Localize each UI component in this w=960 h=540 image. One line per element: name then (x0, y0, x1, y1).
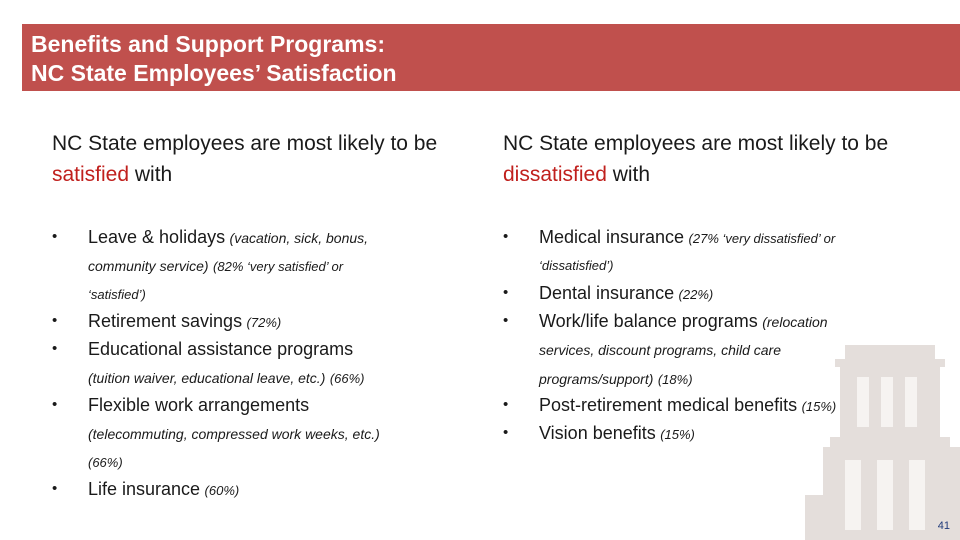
heading-prefix: NC State employees are most likely to be (52, 132, 438, 155)
item-detail-cont: community service) (88, 258, 209, 274)
bullet: • (52, 396, 58, 413)
item-percent: (18%) (657, 372, 693, 387)
slide-title-line-2: NC State Employees’ Satisfaction (31, 60, 397, 86)
item-percent: (27% ‘very dissatisfied’ or (688, 231, 836, 246)
page-number: 41 (937, 520, 950, 532)
bullet: • (503, 396, 509, 413)
item-detail: (vacation, sick, bonus, (229, 230, 369, 246)
heading-suffix: with (129, 163, 173, 186)
item-percent: (66%) (88, 455, 123, 470)
item-percent: (66%) (329, 371, 365, 386)
bullet: • (52, 480, 58, 497)
bell-tower-watermark (785, 345, 960, 540)
item-detail-cont: programs/support) (539, 371, 654, 387)
item-label: Educational assistance programs (88, 339, 354, 359)
heading-suffix: with (606, 163, 651, 186)
item-percent: (15%) (660, 427, 695, 442)
bullet: • (503, 228, 509, 245)
item-label: Leave & holidays (88, 227, 226, 247)
heading-prefix: NC State employees are most likely to be (503, 132, 889, 155)
satisfied-column (52, 128, 452, 499)
item-percent: (60%) (204, 483, 240, 498)
bullet: • (503, 424, 509, 441)
item-label: Medical insurance (539, 227, 685, 247)
heading-accent-dissatisfied: dissatisfied (503, 163, 607, 186)
item-percent: (72%) (246, 315, 282, 330)
item-detail: (relocation (762, 314, 828, 330)
item-detail-cont: services, discount programs, child care (539, 342, 781, 358)
item-detail: (telecommuting, compressed work weeks, etc.) (88, 426, 380, 442)
dissatisfied-heading (503, 128, 923, 190)
item-percent-cont: ‘dissatisfied’) (539, 258, 614, 273)
dissatisfied-column (503, 128, 923, 443)
item-label: Life insurance (88, 479, 201, 499)
item-label: Retirement savings (88, 311, 243, 331)
item-label: Post-retirement medical benefits (539, 395, 798, 415)
item-label: Dental insurance (539, 283, 675, 303)
bullet: • (52, 228, 58, 245)
item-percent: (22%) (678, 287, 714, 302)
heading-accent-satisfied: satisfied (52, 163, 130, 186)
bullet: • (52, 340, 58, 357)
title-bar (22, 24, 960, 91)
item-label: Vision benefits (539, 423, 656, 443)
item-detail: (tuition waiver, educational leave, etc.) (88, 370, 326, 386)
satisfied-heading (52, 128, 452, 190)
item-label: Work/life balance programs (539, 311, 758, 331)
item-percent: (82% ‘very satisfied’ or (213, 259, 344, 274)
bullet: • (503, 284, 509, 301)
bullet: • (503, 312, 509, 329)
item-percent: (15%) (801, 399, 837, 414)
item-label: Flexible work arrangements (88, 395, 310, 415)
bullet: • (52, 312, 58, 329)
slide-title-line-1: Benefits and Support Programs: (31, 31, 385, 57)
item-percent-cont: ‘satisfied’) (88, 287, 146, 302)
